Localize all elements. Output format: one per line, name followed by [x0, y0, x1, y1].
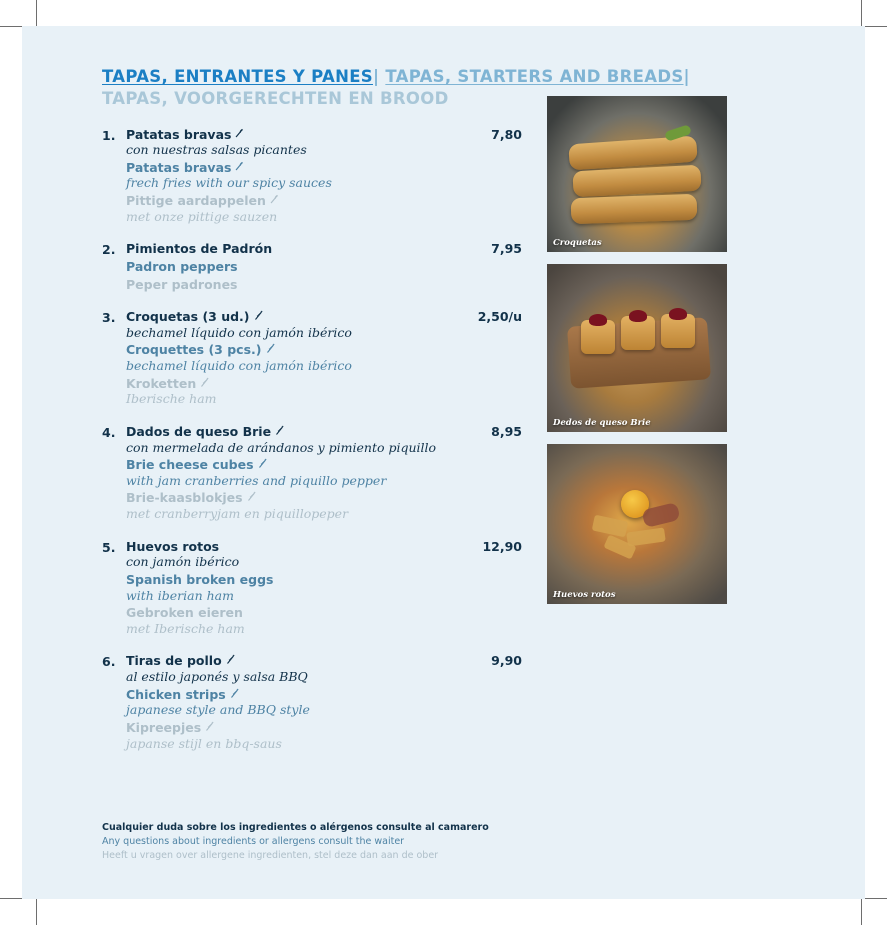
- crop-mark-bottom-left: [36, 899, 37, 925]
- photo-caption: Dedos de queso Brie: [553, 418, 651, 428]
- celery-icon: [234, 161, 245, 172]
- item-name-es-text: Dados de queso Brie: [126, 423, 272, 439]
- item-name-es-text: Patatas bravas: [126, 126, 232, 142]
- menu-item: [102, 539, 522, 637]
- crop-mark-bottom-right: [861, 899, 862, 925]
- wheat-icon: [257, 458, 268, 469]
- wheat-icon: [274, 425, 285, 436]
- item-desc-es: con mermelada de arándanos y pimiento piquillo: [126, 439, 437, 455]
- menu-item: [102, 424, 522, 522]
- wheat-icon: [199, 377, 210, 388]
- photo-caption: Huevos rotos: [553, 590, 616, 600]
- item-name-en: [126, 687, 516, 703]
- photo-huevos-rotos: [547, 444, 727, 604]
- item-desc-es: al estilo japonés y salsa BBQ: [126, 669, 308, 685]
- item-name-es: Huevos rotos: [126, 538, 220, 554]
- section-heading-separator-2: |: [683, 67, 690, 86]
- photo-croquetas: [547, 96, 727, 252]
- item-desc-nl: met onze pittige sauzen: [126, 208, 278, 224]
- wheat-icon: [265, 343, 276, 354]
- allergen-notice-nl: Heeft u vragen over allergene ingredienten, stel deze dan aan de ober: [102, 849, 439, 861]
- celery-icon: [234, 128, 245, 139]
- crop-mark-top-edge-right: [865, 26, 887, 27]
- item-name-en: [126, 457, 516, 473]
- item-desc-es: bechamel líquido con jamón ibérico: [126, 324, 352, 340]
- item-name-es-text: Croquetas (3 ud.): [126, 309, 250, 325]
- item-desc-en: with iberian ham: [126, 587, 234, 603]
- item-name-en: [126, 342, 516, 358]
- wheat-icon: [253, 310, 264, 321]
- item-name-nl: [126, 720, 516, 736]
- item-name-es-text: Tiras de pollo: [126, 653, 222, 669]
- section-heading-nl: TAPAS, VOORGERECHTEN EN BROOD: [102, 89, 449, 109]
- crop-mark-top-edge-left: [0, 26, 22, 27]
- crop-mark-top-right: [861, 0, 862, 26]
- item-name-nl: [126, 490, 516, 506]
- item-number: 1.: [102, 127, 116, 143]
- item-number: 5.: [102, 539, 116, 555]
- item-name-en: Spanish broken eggs: [126, 571, 274, 587]
- item-desc-en: with jam cranberries and piquillo pepper: [126, 472, 387, 488]
- item-desc-en: japanese style and BBQ style: [126, 702, 310, 718]
- item-name-en: [126, 160, 516, 176]
- allergen-notice-en: Any questions about ingredients or allergens consult the waiter: [102, 835, 405, 847]
- wheat-icon: [229, 688, 240, 699]
- item-number: 3.: [102, 310, 116, 326]
- wheat-icon: [246, 491, 257, 502]
- wheat-icon: [204, 721, 215, 732]
- item-name-nl: [126, 376, 516, 392]
- item-desc-nl: Iberische ham: [126, 391, 217, 407]
- item-name-es: Pimientos de Padrón: [126, 241, 273, 257]
- menu-item: [102, 241, 522, 292]
- item-price: 7,80: [491, 126, 522, 142]
- item-name-nl: Gebroken eieren: [126, 605, 243, 621]
- section-heading-es: TAPAS, ENTRANTES Y PANES: [102, 67, 373, 86]
- item-price: 8,95: [491, 423, 522, 439]
- crop-mark-bottom-edge-left: [0, 898, 22, 899]
- section-heading-en: TAPAS, STARTERS AND BREADS: [385, 67, 684, 86]
- item-name-nl-text: Brie-kaasblokjes: [126, 490, 243, 506]
- photo-dedos-queso-brie: [547, 264, 727, 432]
- item-desc-es: con jamón ibérico: [126, 554, 240, 570]
- item-name-nl-text: Kipreepjes: [126, 719, 202, 735]
- item-desc-es: con nuestras salsas picantes: [126, 142, 307, 158]
- item-name-nl-text: Kroketten: [126, 375, 197, 391]
- item-name-en-text: Chicken strips: [126, 686, 226, 702]
- crop-mark-bottom-edge-right: [865, 898, 887, 899]
- allergen-notice-es: Cualquier duda sobre los ingredientes o alérgenos consulte al camarero: [102, 822, 489, 833]
- menu-item-list: [102, 127, 522, 752]
- item-name-nl: Peper padrones: [126, 276, 238, 292]
- item-number: 4.: [102, 424, 116, 440]
- menu-item: [102, 127, 522, 225]
- photo-column: [547, 96, 727, 616]
- item-price: 12,90: [482, 538, 522, 554]
- item-name-en: Padron peppers: [126, 258, 238, 274]
- item-name-nl-text: Pittige aardappelen: [126, 193, 266, 209]
- menu-item: [102, 653, 522, 751]
- allergen-notice: [102, 821, 622, 862]
- item-price: 9,90: [491, 653, 522, 669]
- item-name-en-text: Brie cheese cubes: [126, 457, 254, 473]
- item-name-en-text: Croquettes (3 pcs.): [126, 342, 262, 358]
- item-number: 6.: [102, 654, 116, 670]
- item-number: 2.: [102, 242, 116, 258]
- item-desc-nl: japanse stijl en bbq-saus: [126, 735, 282, 751]
- photo-caption: Croquetas: [553, 238, 602, 248]
- item-price: 7,95: [491, 241, 522, 257]
- item-name-nl: [126, 193, 516, 209]
- item-desc-nl: met Iberische ham: [126, 620, 245, 636]
- menu-page: [22, 26, 865, 899]
- item-desc-en: bechamel líquido con jamón ibérico: [126, 358, 352, 374]
- menu-item: [102, 309, 522, 407]
- item-name-en-text: Patatas bravas: [126, 159, 232, 175]
- crop-mark-top-left: [36, 0, 37, 26]
- item-price: 2,50/u: [477, 309, 522, 325]
- item-desc-en: frech fries with our spicy sauces: [126, 175, 332, 191]
- celery-icon: [269, 194, 280, 205]
- item-desc-nl: met cranberryjam en piquillopeper: [126, 506, 349, 522]
- wheat-icon: [225, 654, 236, 665]
- section-heading-separator-1: |: [372, 67, 380, 86]
